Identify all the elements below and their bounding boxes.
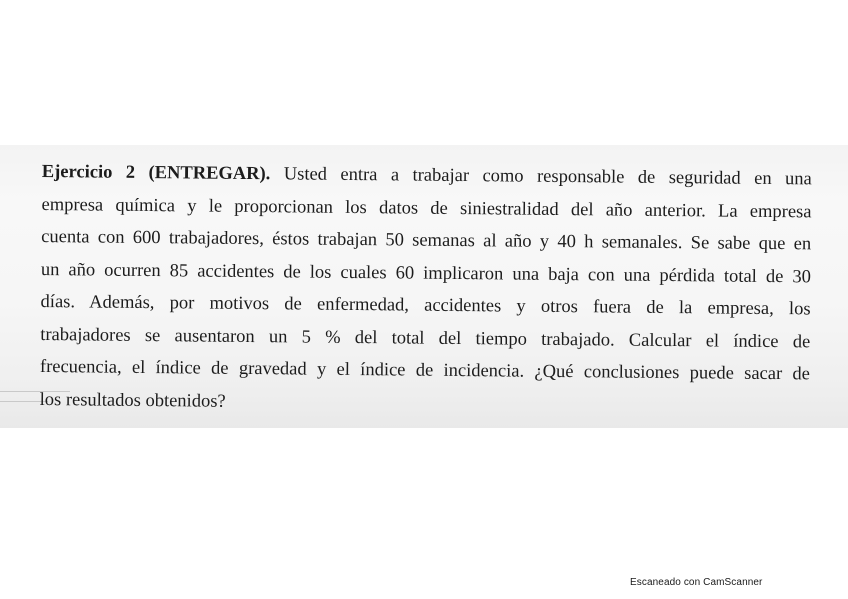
exercise-line: días. Además, por motivos de enfermedad, accidentes y otros fuera de la empresa, los [40,291,811,320]
exercise-statement [40,156,812,423]
exercise-line: trabajadores se ausentaron un 5 % del total del tiempo trabajado. Calcular el índice de [40,324,811,352]
exercise-line: los resultados obtenidos? [39,389,226,412]
exercise-line-text: Usted entra a trabajar como responsable de seguridad en una [270,164,812,190]
camscanner-watermark: Escaneado con CamScanner [630,577,763,588]
exercise-line: frecuencia, el índice de gravedad y el índice de incidencia. ¿Qué conclusiones puede sacar de [39,356,811,385]
exercise-line: un año ocurren 85 accidentes de los cuales 60 implicaron una baja con una pérdida total de 30 [40,259,811,287]
exercise-heading: Ejercicio 2 (ENTREGAR). [41,161,271,185]
exercise-line: cuenta con 600 trabajadores, éstos trabajan 50 semanas al año y 40 h semanales. Se sabe que en [41,226,812,255]
exercise-line: empresa química y le proporcionan los datos de siniestralidad del año anterior. La empresa [41,194,812,222]
